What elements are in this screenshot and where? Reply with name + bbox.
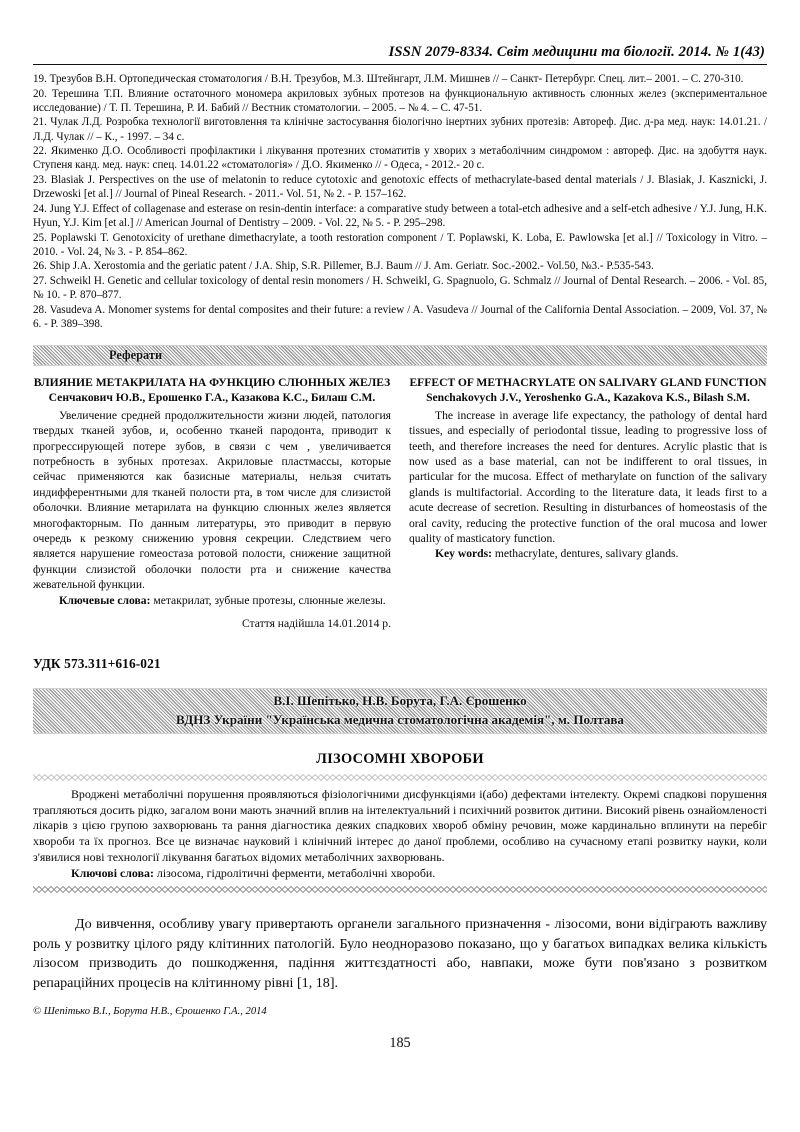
- abstract-en-body: The increase in average life expectancy, the pathology of dental hard tissues, and especially of periodontal tissue, leading to progressive loss of teeth, and therefore increases the need for dentures. Acrylic plastic that is now used as a base material, can not be indifferent to oral tissues, in particular for the mucosa. Effect of metharylate on function of the salivary glands is multifactorial. According to the literature data, it leads first to a acute decrease of secretion. Resulting in disturbances of homeostasis of the oral cavity, reducing the protective function of the oral mucosa and lower quality of masticatory function.: [409, 408, 767, 545]
- reference-item: 20. Терешина Т.П. Влияние остаточного мономера акриловых зубных протезов на функциональную активность слюнных желез (экспериментальное исследование) / Т. П. Терешина, Р. И. Бабий // Вестник стоматологии. – 2005. – № 4. – С. 47-51.: [33, 87, 767, 114]
- article-title: ЛІЗОСОМНІ ХВОРОБИ: [316, 751, 484, 768]
- article-authors-banner: [33, 688, 767, 734]
- reference-item: 28. Vasudeva A. Monomer systems for dental composites and their future: a review / A. Vasudeva // Journal of the California Dental Association. – 2009, Vol. 37, № 6. - P. 389–398.: [33, 303, 767, 330]
- reference-item: 23. Blasiak J. Perspectives on the use of melatonin to reduce cytotoxic and genotoxic effects of methacrylate-based dental materials / J. Blasiak, J. Kasznicki, J. Drzewoski [et al.] // Journal of Pineal Research. - 2011.- Vol. 51, № 2. - P. 157–162.: [33, 173, 767, 201]
- abstracts-section-label: Реферати: [109, 348, 163, 363]
- article-keywords-value: лізосома, гідролітичні ферменти, метаболічні хвороби.: [153, 866, 436, 881]
- reference-item: 26. Ship J.A. Xerostomia and the geriatic patent / J.A. Ship, S.R. Pillemer, B.J. Baum // J. Am. Geriatr. Soc.-2002.- Vol.50, №3.- P.535-543.: [33, 260, 654, 273]
- copyright-line: © Шепітько В.І., Борута Н.В., Єрошенко Г.А., 2014: [33, 1006, 267, 1018]
- abstract-ru-received-date: Стаття надійшла 14.01.2014 р.: [241, 616, 391, 630]
- abstract-en-title: EFFECT OF METHACRYLATE ON SALIVARY GLAND FUNCTION: [409, 376, 767, 390]
- running-head: ISSN 2079-8334. Світ медицини та біології. 2014. № 1(43): [388, 44, 765, 60]
- udk-code: УДК 573.311+616-021: [33, 655, 161, 671]
- reference-item: 21. Чулак Л.Д. Розробка технології виготовлення та клінічне застосування біологічно інертних зубних протезів: Автореф. Дис. д-ра мед. наук: 14.01.21. / Л.Д. Чулак // – К., - 1997. – 34 с.: [33, 116, 767, 143]
- article-body-paragraph: До вивчення, особливу увагу привертають органели загального призначення - лізосоми, вони відіграють важливу роль у розвитку цілого ряду клітинних патологій. Було неодноразово показано, що у багатьох випадках велика кількість лізосом призводить до пошкодження, падіння життєздатності або, навпаки, може бути пов'язано з розвитком репараційних процесів на клітинному рівні [1, 18].: [33, 915, 767, 992]
- page-number: 185: [389, 1035, 411, 1052]
- abstract-ru-authors: Сенчакович Ю.В., Ерошенко Г.А., Казакова К.С., Билаш С.М.: [48, 390, 376, 404]
- abstracts-section-banner: [33, 345, 767, 366]
- reference-list: [33, 72, 767, 331]
- abstract-english: [409, 376, 767, 630]
- reference-item: 19. Трезубов В.Н. Ортопедическая стоматология / В.Н. Трезубов, М.З. Штейнгарт, Л.М. Мишнев // – Санкт- Петербург. Спец. лит.– 2001. – С. 270-310.: [33, 73, 744, 85]
- abstract-en-keywords: [409, 546, 767, 561]
- article-authors-line: В.І. Шепітько, Н.В. Борута, Г.А. Єрошенко: [273, 692, 527, 708]
- abstract-en-keywords-label: Key words:: [435, 547, 492, 561]
- reference-item: 22. Якименко Д.О. Особливості профілактики і лікування протезних стоматитів у хворих з метаболічним синдромом : автореф. Дис. на здобуття наук. Ступеня канд. мед. наук: спец. 14.01.22 «стоматологія» / Д.О. Якименко // - Одеса, - 2012.- 20 с.: [33, 145, 767, 172]
- abstract-en-authors: Senchakovych J.V., Yeroshenko G.A., Kazakova K.S., Bilash S.M.: [426, 390, 750, 404]
- abstracts-columns: [33, 376, 767, 630]
- abstract-ru-keywords: [33, 593, 391, 608]
- article-affiliation-line: ВДНЗ України "Українська медична стоматологічна академія", м. Полтава: [176, 711, 624, 727]
- abstract-ru-title: ВЛИЯНИЕ МЕТАКРИЛАТА НА ФУНКЦИЮ СЛЮННЫХ ЖЕЛЕЗ: [33, 376, 391, 390]
- abstract-en-keywords-value: methacrylate, dentures, salivary glands.: [492, 547, 679, 561]
- article-annotation: Вроджені метаболічні порушення проявляються фізіологічними дисфункціями і(або) дефектами інтелекту. Окремі спадкові порушення трапляються досить рідко, загалом вони мають значний вплив на інтелектуальний і психічний розвиток дитини. Високий рівень ознайомленості лікарів з цією групою захворювань та рання діагностика деяких спадкових хвороб обміну речовин, може кардинально вплинути на перебіг хвороби та їх прогноз. Все це визначає науковий і клінічний інтерес до даної проблеми, особливо на сучасному етапі розвитку науки, коли з'явилися нові технології лікування багатьох відомих метаболічних захворювань.: [33, 787, 767, 864]
- reference-item: 24. Jung Y.J. Effect of collagenase and esterase on resin-dentin interface: a comparative study between a total-etch adhesive and a self-etch adhesive / Y.J. Jung, H.K. Hyun, Y.J. Kim [et al.] // American Journal of Dentistry – 2009. - Vol. 22, № 5. - P. 295–298.: [33, 202, 767, 229]
- article-keywords: [33, 866, 767, 882]
- abstract-ru-keywords-value: метакрилат, зубные протезы, слюнные железы.: [150, 593, 386, 607]
- reference-item: 27. Schweikl H. Genetic and cellular toxicology of dental resin monomers / H. Schweikl, G. Spagnuolo, G. Schmalz // Journal of Dental Research. – 2006. - Vol. 85, № 10. - P. 870–877.: [33, 274, 767, 302]
- abstract-ru-keywords-label: Ключевые слова:: [59, 593, 151, 607]
- abstract-ru-body: Увеличение средней продолжительности жизни людей, патология твердых тканей зубов, и, особенно тканей пародонта, приводит к прогрессирующей потере зубов, в связи с чем , увеличивается потребность в зубных протезах. Акриловые пластмассы, которые сейчас применяются как базисные материалы, нельзя считать индифферентными для тканей полости рта, в том числе для слизистой оболочки. Влияние метарилата на функцию слюнных желез является многофакторным. По данным литературы, это приводит в первую очередь к резкому снижению уровня секреции. Следствием чего является нарушение гомеостаза ротовой полости, снижение защитной функции слизистой оболочки полости рта и снижение качества жевательной функции.: [33, 408, 391, 592]
- zigzag-divider-top: [33, 774, 767, 781]
- zigzag-divider-bottom: [33, 886, 767, 893]
- reference-item: 25. Poplawski T. Genotoxicity of urethane dimethacrylate, a tooth restoration component / T. Poplawski, K. Loba, E. Pawlowska [et al.] // Toxicology in Vitro. – 2010. - Vol. 24, № 3. - P. 854–862.: [33, 231, 767, 258]
- abstract-russian: [33, 376, 391, 630]
- article-keywords-label: Ключові слова:: [71, 866, 154, 881]
- running-head-rule: [33, 64, 767, 65]
